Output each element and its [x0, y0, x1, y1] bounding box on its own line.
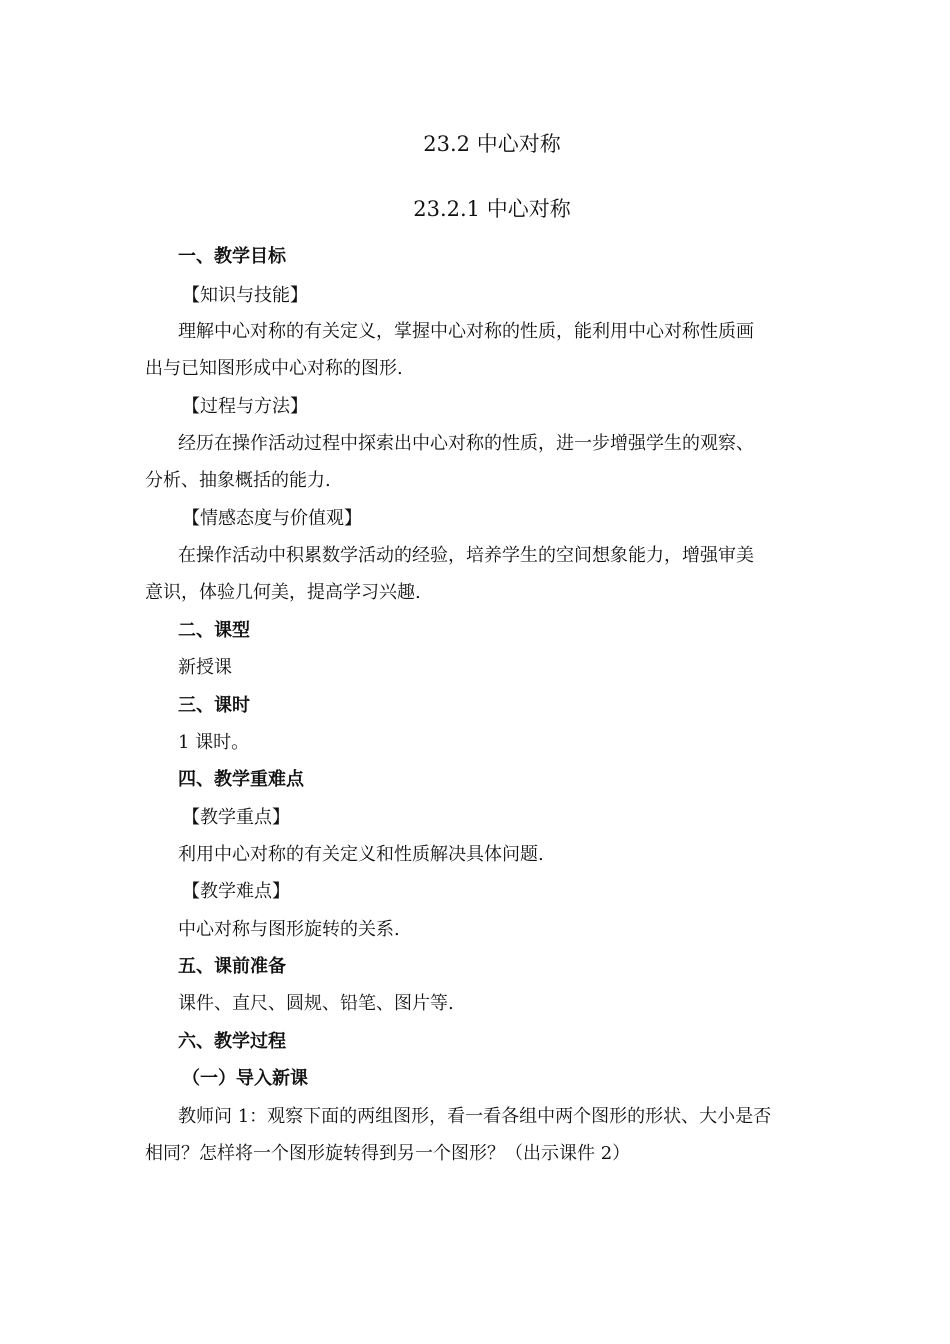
subsection-title: 23.2.1 中心对称: [413, 197, 571, 221]
label-emotion-values: 【情感态度与价值观】: [182, 508, 362, 529]
heading-lesson-type: 二、课型: [178, 620, 250, 641]
paragraph-process-line2: 分析、抽象概括的能力.: [145, 470, 331, 491]
label-difficult-point: 【教学难点】: [182, 881, 290, 902]
label-key-point: 【教学重点】: [182, 807, 290, 828]
subheading-introduction: （一）导入新课: [182, 1068, 308, 1089]
paragraph-question-line2: 相同？怎样将一个图形旋转得到另一个图形？（出示课件 2）: [145, 1143, 631, 1164]
paragraph-emotion-line2: 意识，体验几何美，提高学习兴趣.: [145, 582, 421, 603]
text-preparation: 课件、直尺、圆规、铅笔、图片等.: [178, 993, 454, 1014]
paragraph-question-line1: 教师问 1：观察下面的两组图形，看一看各组中两个图形的形状、大小是否: [178, 1106, 772, 1127]
text-lesson-type: 新授课: [178, 657, 232, 678]
text-class-hours: 1 课时。: [178, 732, 250, 753]
text-difficult-point: 中心对称与图形旋转的关系.: [178, 919, 400, 940]
paragraph-knowledge-line2: 出与已知图形成中心对称的图形.: [145, 358, 403, 379]
paragraph-knowledge-line1: 理解中心对称的有关定义，掌握中心对称的性质，能利用中心对称性质画: [178, 321, 754, 342]
heading-class-hours: 三、课时: [178, 695, 250, 716]
heading-key-difficult: 四、教学重难点: [178, 769, 304, 790]
heading-teaching-goals: 一、教学目标: [178, 246, 286, 267]
heading-preparation: 五、课前准备: [178, 956, 286, 977]
paragraph-emotion-line1: 在操作活动中积累数学活动的经验，培养学生的空间想象能力，增强审美: [178, 545, 754, 566]
label-knowledge-skills: 【知识与技能】: [182, 285, 308, 306]
label-process-method: 【过程与方法】: [182, 396, 308, 417]
text-key-point: 利用中心对称的有关定义和性质解决具体问题.: [178, 844, 544, 865]
heading-teaching-process: 六、教学过程: [178, 1031, 286, 1052]
paragraph-process-line1: 经历在操作活动过程中探索出中心对称的性质，进一步增强学生的观察、: [178, 433, 754, 454]
section-title: 23.2 中心对称: [423, 132, 561, 156]
